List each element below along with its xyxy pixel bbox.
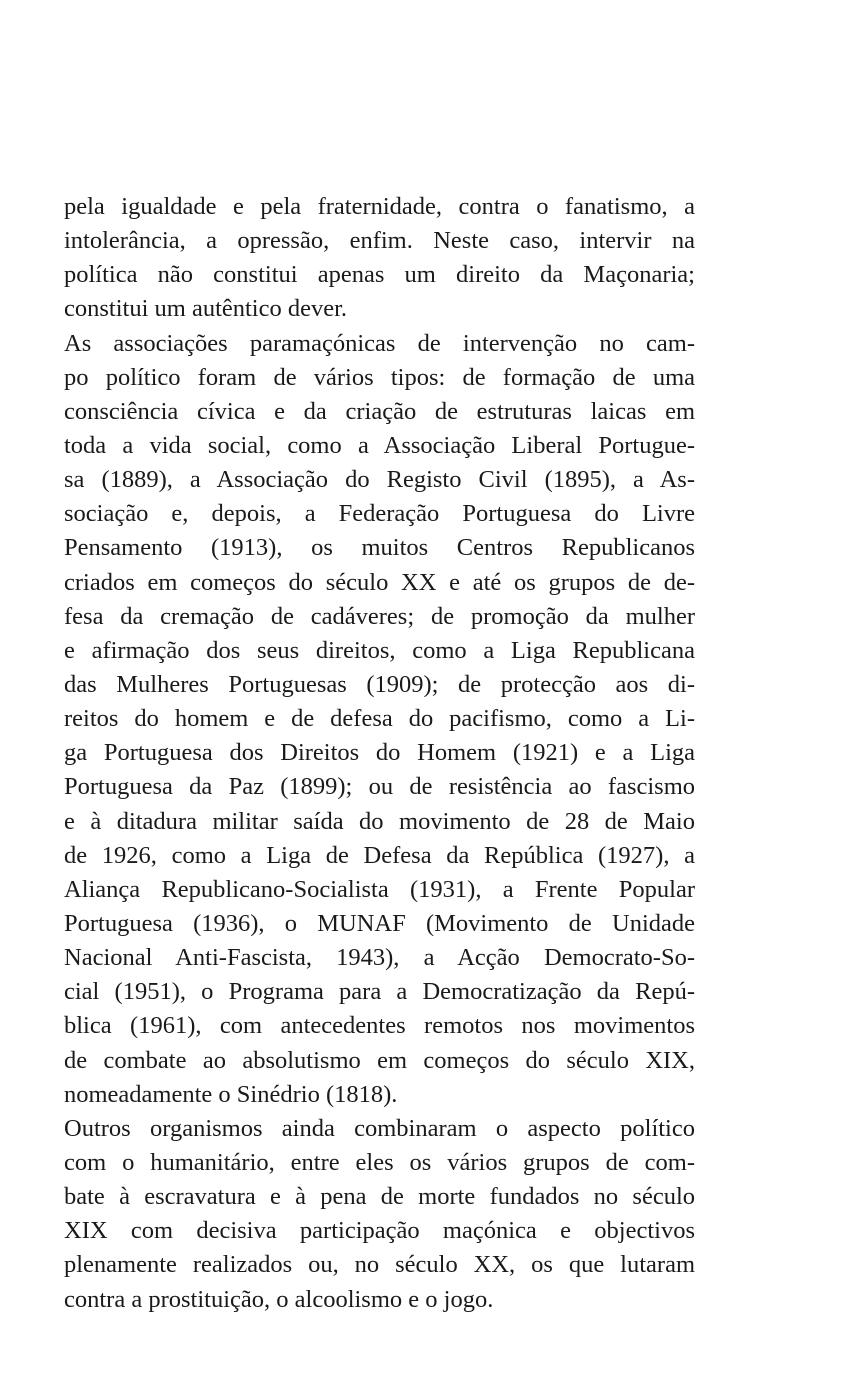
text-line: toda a vida social, como a Associação Liberal Portugue- (64, 431, 695, 459)
text-line: e à ditadura militar saída do movimento de 28 de Maio (64, 807, 695, 835)
text-line: sa (1889), a Associação do Registo Civil (1895), a As- (64, 466, 695, 494)
text-line: blica (1961), com antecedentes remotos nos movimentos (64, 1012, 695, 1040)
text-line: As associações paramaçónicas de intervenção no cam- (64, 329, 695, 357)
text-line: XIX com decisiva participação maçónica e objectivos (64, 1217, 695, 1245)
text-line: contra a prostituição, o alcoolismo e o jogo. (64, 1285, 494, 1313)
text-line: intolerância, a opressão, enfim. Neste caso, intervir na (64, 227, 695, 255)
text-line: ga Portuguesa dos Direitos do Homem (1921) e a Liga (64, 739, 695, 767)
text-line: com o humanitário, entre eles os vários grupos de com- (64, 1148, 695, 1176)
text-line: cial (1951), o Programa para a Democratização da Repú- (64, 978, 695, 1006)
body-text (64, 190, 695, 1317)
text-line: das Mulheres Portuguesas (1909); de protecção aos di- (64, 670, 695, 698)
text-line: po político foram de vários tipos: de formação de uma (64, 363, 695, 391)
text-line: de combate ao absolutismo em começos do século XIX, (64, 1046, 695, 1074)
text-line: Outros organismos ainda combinaram o aspecto político (64, 1114, 695, 1142)
text-line: política não constitui apenas um direito da Maçonaria; (64, 261, 695, 289)
text-line: Portuguesa (1936), o MUNAF (Movimento de Unidade (64, 909, 695, 937)
text-line: sociação e, depois, a Federação Portuguesa do Livre (64, 500, 695, 528)
text-line: plenamente realizados ou, no século XX, os que lutaram (64, 1251, 695, 1279)
text-line: de 1926, como a Liga de Defesa da República (1927), a (64, 841, 695, 869)
text-line: fesa da cremação de cadáveres; de promoção da mulher (64, 602, 695, 630)
text-line: Portuguesa da Paz (1899); ou de resistência ao fascismo (64, 773, 695, 801)
text-line: constitui um autêntico dever. (64, 295, 348, 323)
text-line: e afirmação dos seus direitos, como a Liga Republicana (64, 636, 695, 664)
text-line: reitos do homem e de defesa do pacifismo, como a Li- (64, 705, 695, 733)
text-line: criados em começos do século XX e até os grupos de de- (64, 568, 695, 596)
text-line: pela igualdade e pela fraternidade, contra o fanatismo, a (64, 193, 695, 220)
text-line: consciência cívica e da criação de estruturas laicas em (64, 397, 695, 425)
text-line: Aliança Republicano-Socialista (1931), a Frente Popular (64, 875, 695, 903)
text-line: nomeadamente o Sinédrio (1818). (64, 1080, 398, 1108)
text-line: Nacional Anti-Fascista, 1943), a Acção Democrato-So- (64, 944, 695, 972)
text-line: bate à escravatura e à pena de morte fundados no século (64, 1183, 695, 1211)
text-line: Pensamento (1913), os muitos Centros Republicanos (64, 534, 695, 562)
